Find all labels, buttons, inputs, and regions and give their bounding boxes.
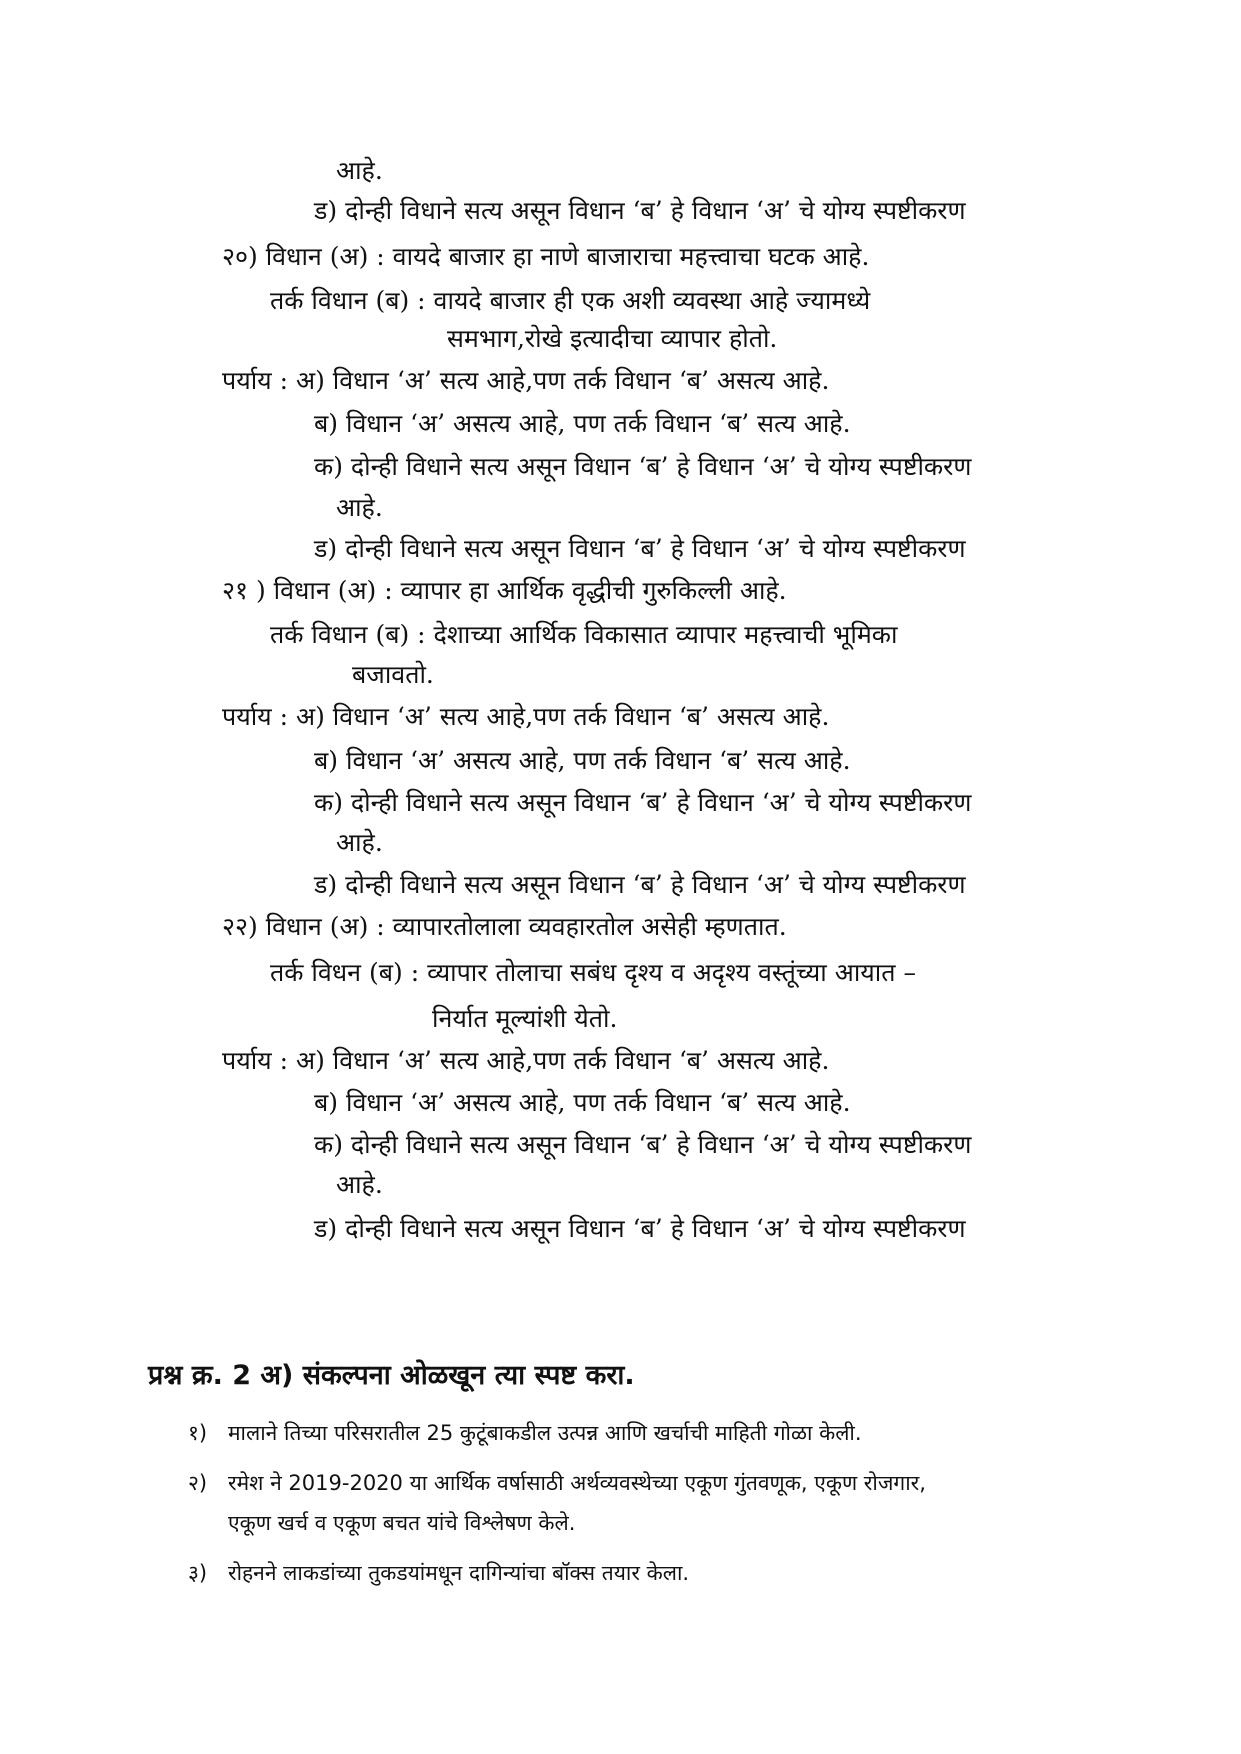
q20-reason-line2: समभाग,रोखे इत्यादीचा व्यापार होतो.	[447, 324, 778, 353]
q21-reason-line2: बजावतो.	[352, 660, 434, 689]
q19-option-c-continuation: आहे.	[336, 156, 383, 185]
q21-reason-line1: तर्क विधान (ब) : देशाच्या आर्थिक विकासात व्यापार महत्त्वाची भूमिका	[270, 620, 898, 649]
q19-option-d: ड) दोन्ही विधाने सत्य असून विधान ‘ब’ हे विधान ‘अ’ चे योग्य स्पष्टीकरण	[314, 196, 966, 225]
q20-statement: २०) विधान (अ) : वायदे बाजार हा नाणे बाजाराचा महत्त्वाचा घटक आहे.	[222, 242, 870, 271]
list-item-number: २)	[188, 1471, 208, 1495]
q21-option-c-continuation: आहे.	[336, 828, 383, 857]
q20-option-c: क) दोन्ही विधाने सत्य असून विधान ‘ब’ हे विधान ‘अ’ चे योग्य स्पष्टीकरण	[314, 452, 972, 481]
list-item	[188, 1558, 689, 1588]
q22-reason-line1: तर्क विधन (ब) : व्यापार तोलाचा सबंध दृश्य व अदृश्य वस्तूंच्या आयात –	[270, 958, 916, 987]
q20-option-b: ब) विधान ‘अ’ असत्य आहे, पण तर्क विधान ‘ब’ सत्य आहे.	[314, 409, 851, 438]
section-heading: प्रश्न क्र. 2 अ) संकल्पना ओळखून त्या स्पष्ट करा.	[148, 1360, 635, 1391]
q20-option-a: पर्याय : अ) विधान ‘अ’ सत्य आहे,पण तर्क विधान ‘ब’ असत्य आहे.	[222, 366, 830, 395]
list-item-text: मालाने तिच्या परिसरातील 25 कुटूंबाकडील उत्पन्न आणि खर्चाची माहिती गोळा केली.	[228, 1421, 862, 1445]
q22-option-c: क) दोन्ही विधाने सत्य असून विधान ‘ब’ हे विधान ‘अ’ चे योग्य स्पष्टीकरण	[314, 1130, 972, 1159]
q21-option-b: ब) विधान ‘अ’ असत्य आहे, पण तर्क विधान ‘ब’ सत्य आहे.	[314, 746, 851, 775]
q20-reason-line1: तर्क विधान (ब) : वायदे बाजार ही एक अशी व्यवस्था आहे ज्यामध्ये	[270, 286, 871, 315]
q20-option-c-continuation: आहे.	[336, 493, 383, 522]
q20-option-d: ड) दोन्ही विधाने सत्य असून विधान ‘ब’ हे विधान ‘अ’ चे योग्य स्पष्टीकरण	[314, 534, 966, 563]
list-item	[188, 1468, 926, 1498]
q21-option-a: पर्याय : अ) विधान ‘अ’ सत्य आहे,पण तर्क विधान ‘ब’ असत्य आहे.	[222, 702, 830, 731]
list-item-text: रोहनने लाकडांच्या तुकडयांमधून दागिन्यांचा बॉक्स तयार केला.	[228, 1561, 690, 1585]
list-item-text: रमेश ने 2019-2020 या आर्थिक वर्षासाठी अर्थव्यवस्थेच्या एकूण गुंतवणूक, एकूण रोजगार,	[228, 1471, 926, 1495]
list-item	[188, 1418, 862, 1448]
q22-option-a: पर्याय : अ) विधान ‘अ’ सत्य आहे,पण तर्क विधान ‘ब’ असत्य आहे.	[222, 1046, 830, 1075]
q21-option-d: ड) दोन्ही विधाने सत्य असून विधान ‘ब’ हे विधान ‘अ’ चे योग्य स्पष्टीकरण	[314, 870, 966, 899]
q21-statement: २१ ) विधान (अ) : व्यापार हा आर्थिक वृद्धीची गुरुकिल्ली आहे.	[222, 576, 787, 605]
list-item-number: ३)	[188, 1561, 208, 1585]
q22-statement: २२) विधान (अ) : व्यापारतोलाला व्यवहारतोल असेही म्हणतात.	[222, 912, 787, 941]
q22-option-c-continuation: आहे.	[336, 1170, 383, 1199]
list-item-continuation: एकूण खर्च व एकूण बचत यांचे विश्लेषण केले.	[228, 1511, 576, 1535]
list-item-number: १)	[188, 1421, 208, 1445]
q21-option-c: क) दोन्ही विधाने सत्य असून विधान ‘ब’ हे विधान ‘अ’ चे योग्य स्पष्टीकरण	[314, 788, 972, 817]
q22-option-d: ड) दोन्ही विधाने सत्य असून विधान ‘ब’ हे विधान ‘अ’ चे योग्य स्पष्टीकरण	[314, 1214, 966, 1243]
q22-reason-line2: निर्यात मूल्यांशी येतो.	[432, 1004, 618, 1033]
q22-option-b: ब) विधान ‘अ’ असत्य आहे, पण तर्क विधान ‘ब’ सत्य आहे.	[314, 1088, 851, 1117]
